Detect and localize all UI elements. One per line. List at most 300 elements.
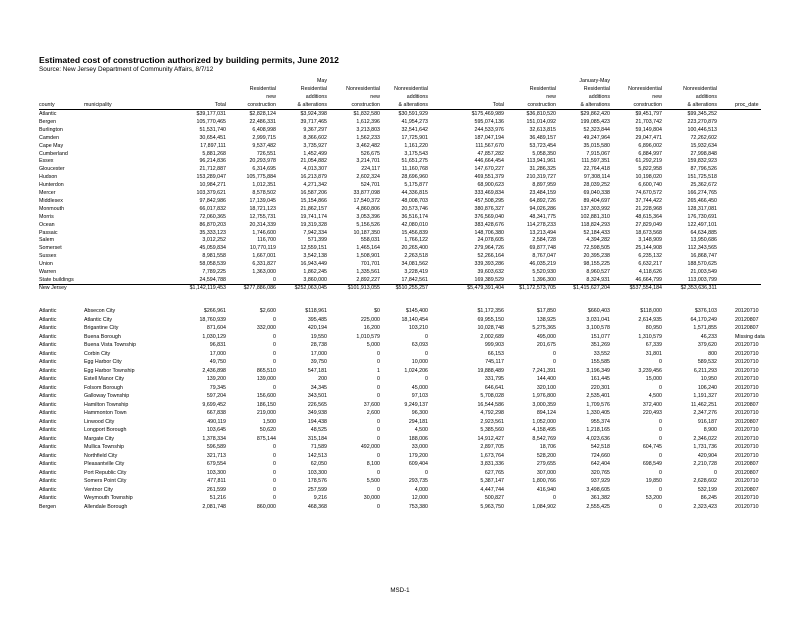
county-row-county: Passaic [39,229,58,236]
municipality-row-ytd-res-alt: 642,404 [590,461,610,468]
county-row-may-nonres-alt: 1,766,122 [404,237,428,244]
municipality-row-ytd-res-new: $17,850 [536,308,556,314]
municipality-row-may-total: 96,831 [209,342,226,349]
municipality-row-ytd-total: 5,387,147 [480,478,504,485]
column-header-ytd-res-alt: additions [588,94,610,100]
document-title: Estimated cost of construction authorized by building permits, June 2012 [39,55,339,65]
municipality-row-proc-date: 20120710 [735,478,759,485]
municipality-row-may-nonres-new: 30,000 [363,495,380,502]
municipality-row-proc-date: 20120807 [735,486,759,493]
county-row-may-res-new: 1,363,000 [252,269,276,275]
municipality-row-may-nonres-new: 0 [377,503,380,510]
municipality-row-ytd-total: 2,897,705 [480,444,504,451]
column-header-may-nonres-new: Nonresidential [346,86,380,92]
municipality-row-ytd-nonres-new: 0 [659,384,662,391]
municipality-row-municipality: Port Republic City [84,469,127,476]
municipality-row-ytd-total: 1,673,764 [480,452,504,459]
municipality-row-proc-date: 20120807 [735,401,759,408]
municipality-row-county: Atlantic [39,316,57,323]
municipality-row-may-res-alt: 194,438 [307,418,327,425]
county-row-ytd-res-alt: 7,915,067 [586,150,610,157]
county-row-ytd-total: 148,706,380 [474,229,504,236]
municipality-row-county: Atlantic [39,478,57,485]
municipality-row-ytd-nonres-new: 0 [659,452,662,459]
county-row-may-res-new: 1,746,600 [252,229,276,236]
municipality-row-may-res-new: 332,000 [256,325,276,332]
county-row-may-nonres-alt: 17,842,561 [401,276,428,283]
municipality-row-proc-date: 20120807 [735,469,759,476]
county-row-may-total: 30,654,451 [199,134,226,141]
municipality-row-may-res-new: 139,000 [256,376,276,383]
county-row-ytd-total: 333,469,834 [474,190,504,196]
county-row-may-nonres-new: 2,892,227 [356,276,380,283]
county-row-may-nonres-new: 1,465,164 [356,245,380,252]
county-row-ytd-nonres-new: 29,047,471 [635,134,662,141]
county-row-ytd-nonres-alt: 100,446,513 [687,126,717,133]
municipality-row-ytd-nonres-new: 67,339 [645,342,662,349]
municipality-row-may-res-alt: 547,181 [307,367,327,374]
county-row-may-total: 3,012,252 [202,237,226,244]
municipality-row-proc-date: 20120710 [735,359,759,366]
municipality-row-ytd-total: 999,903 [484,342,504,349]
municipality-row-ytd-res-alt: 937,929 [590,478,610,485]
column-header-may-nonres-alt: additions [406,94,428,100]
municipality-row-municipality: Absecon City [84,308,116,314]
municipality-row-municipality: Brigantine City [84,325,119,332]
county-row-may-nonres-new: 3,462,482 [356,142,380,149]
county-row-ytd-nonres-new: 10,198,020 [635,174,662,181]
municipality-row-may-res-new: 865,510 [256,367,276,374]
county-row-may-res-alt: 571,399 [307,237,327,244]
county-row-ytd-res-alt: 22,764,418 [583,166,610,173]
county-row-may-total: 96,214,836 [199,158,226,165]
county-row-ytd-total: 68,900,623 [477,182,504,189]
municipality-row-may-res-new: 0 [273,316,276,323]
municipality-row-may-nonres-alt: 0 [425,333,428,340]
municipality-row-ytd-nonres-new: 0 [659,469,662,476]
county-row-ytd-nonres-new: 6,600,740 [638,182,662,189]
municipality-row-may-total: 261,599 [206,486,226,493]
municipality-row-ytd-res-alt: 3,100,578 [586,325,610,332]
county-row-ytd-nonres-alt: 25,362,672 [690,182,717,189]
county-row-may-nonres-alt: $30,591,929 [398,111,428,117]
county-row-may-nonres-alt: 28,696,960 [401,174,428,181]
municipality-row-proc-date: 20120710 [735,427,759,434]
county-row-ytd-res-new: 69,877,748 [529,245,556,252]
municipality-row-proc-date: 20120710 [735,503,759,510]
county-row-may-res-new: 2,999,715 [252,134,276,141]
county-row-may-res-new: 10,770,119 [249,245,276,252]
municipality-row-ytd-total: $1,172,356 [477,308,504,314]
municipality-row-proc-date: 20120710 [735,444,759,451]
municipality-row-ytd-res-new: 201,675 [536,342,556,349]
county-row-ytd-nonres-alt: 72,262,602 [690,134,717,141]
county-row-may-res-new: 6,314,695 [252,166,276,173]
municipality-row-ytd-total: 3,831,336 [480,461,504,468]
column-header-ytd-res-new: Residential [529,86,556,92]
column-header-may-res-alt: Residential [300,86,327,92]
county-row-may-res-alt: 16,943,449 [300,261,327,268]
municipality-row-ytd-nonres-alt: 2,323,423 [693,503,717,510]
county-row-may-res-new: 12,755,731 [249,213,276,220]
municipality-row-ytd-total: 16,544,586 [477,401,504,408]
municipality-row-ytd-total: 10,028,748 [477,325,504,332]
county-row-ytd-total: 446,664,454 [474,158,504,165]
column-header-ytd-nonres-alt: Nonresidential [683,86,717,92]
municipality-row-ytd-total: 331,795 [484,376,504,383]
column-header-ytd-res-alt: Residential [583,86,610,92]
municipality-row-ytd-res-alt: 361,382 [590,495,610,502]
municipality-row-ytd-nonres-new: 2,614,935 [638,316,662,323]
county-row-ytd-res-new: 46,035,219 [529,261,556,268]
municipality-row-may-nonres-new: 225,000 [360,316,380,323]
county-row-ytd-res-new: 113,941,961 [526,158,556,165]
county-row-ytd-nonres-new: $9,451,797 [635,111,662,117]
municipality-row-may-nonres-new: 0 [377,359,380,366]
county-row-may-nonres-alt: 32,541,642 [401,126,428,133]
county-row-ytd-total: 339,393,286 [474,261,504,268]
county-row-may-total: 58,058,539 [199,261,226,268]
county-row-ytd-nonres-alt: $99,345,252 [687,111,717,117]
municipality-row-ytd-nonres-new: 0 [659,435,662,442]
county-row-may-nonres-new: 3,053,396 [356,213,380,220]
column-header-may-nonres-new: construction [351,102,380,108]
municipality-row-ytd-nonres-new: 1,310,579 [638,333,662,340]
county-row-ytd-total: 383,428,676 [474,221,504,228]
municipality-row-municipality: Corbin City [84,350,111,357]
municipality-row-may-total: 667,838 [206,410,226,417]
municipality-row-ytd-total: 745,117 [485,359,504,366]
municipality-row-may-res-new: 0 [273,444,276,451]
county-row-ytd-res-alt: $29,862,420 [580,111,610,117]
municipality-row-may-res-new: 0 [273,486,276,493]
municipality-row-ytd-nonres-new: 31,801 [645,350,662,357]
municipality-row-ytd-nonres-alt: 86,245 [700,495,717,502]
county-row-may-nonres-alt: 41,954,273 [401,118,428,125]
county-row-ytd-nonres-alt: 113,003,799 [687,276,717,283]
county-row-may-res-alt: 7,942,334 [303,229,327,236]
county-row-county: Essex [39,158,54,165]
municipality-row-may-nonres-alt: 188,006 [408,435,428,442]
county-row-county: Monmouth [39,205,65,212]
county-row-may-nonres-new: 10,187,350 [353,229,380,236]
county-row-may-total: 8,981,558 [202,253,226,260]
county-row-may-total: 153,289,047 [196,174,226,181]
municipality-row-ytd-total: 14,912,427 [477,435,504,442]
county-row-ytd-nonres-new: 59,149,804 [635,126,662,133]
county-row-ytd-total: 595,074,136 [474,118,504,125]
county-row-ytd-nonres-new: 21,228,968 [635,205,662,212]
municipality-row-ytd-res-alt: 4,023,636 [586,435,610,442]
county-row-ytd-res-alt: 69,040,338 [583,190,610,196]
municipality-row-ytd-total: 5,963,750 [480,503,504,510]
municipality-row-ytd-res-new: 0 [553,350,556,357]
county-row-ytd-total: 169,389,529 [474,276,504,283]
county-row-may-nonres-alt: 20,573,746 [401,205,428,212]
municipality-row-county: Atlantic [39,435,57,442]
municipality-row-may-res-alt: 142,513 [307,452,327,459]
county-row-may-res-new: 18,721,123 [249,205,276,212]
county-row-county: Atlantic [39,111,57,117]
municipality-row-county: Atlantic [39,486,57,493]
county-row-county: Burlington [39,126,63,133]
municipality-row-may-nonres-new: 0 [377,350,380,357]
municipality-row-municipality: Folsom Borough [84,384,123,391]
municipality-row-ytd-nonres-alt: 532,199 [697,486,717,493]
municipality-row-ytd-nonres-alt: 2,210,728 [693,461,717,468]
county-row-may-res-alt: 1,862,245 [303,269,327,275]
municipality-row-may-total: 490,119 [207,418,226,425]
municipality-row-may-res-new: 860,000 [256,503,276,510]
county-row-ytd-res-new: 48,341,775 [529,213,556,220]
county-row-may-nonres-new: 17,540,372 [353,197,380,204]
county-row-county: Morris [39,213,54,220]
county-row-may-nonres-new: 558,031 [360,237,380,244]
county-row-may-res-alt: 21,862,157 [300,205,327,212]
county-row-may-nonres-alt: $510,255,257 [395,284,428,291]
municipality-row-proc-date: 20120710 [735,376,759,383]
municipality-row-may-nonres-alt: 10,000 [411,359,428,366]
municipality-row-municipality: Buena Borough [84,333,121,340]
county-row-may-res-new: 6,408,998 [252,126,276,133]
county-row-may-total: 35,333,123 [199,229,226,236]
county-row-may-total: 103,379,621 [196,190,226,196]
county-row-may-nonres-alt: 11,160,768 [401,166,428,173]
municipality-row-ytd-nonres-alt: 1,731,736 [693,444,717,451]
county-row-may-nonres-new: 224,117 [361,166,380,173]
municipality-row-proc-date: 20120710 [735,308,759,314]
column-header-may-res-new: new [266,94,276,100]
county-row-ytd-nonres-alt: 16,868,747 [690,253,717,260]
municipality-row-may-total: $266,961 [203,308,226,314]
municipality-row-ytd-res-alt: $660,403 [587,308,610,314]
county-row-may-nonres-new: 33,877,098 [353,190,380,196]
county-row-may-res-alt: 16,587,206 [300,190,327,196]
municipality-row-proc-date: 20120807 [735,325,759,332]
municipality-row-may-total: 2,436,898 [202,367,226,374]
county-row-ytd-nonres-alt: 21,003,549 [690,269,717,275]
county-row-ytd-res-new: 151,014,092 [526,118,556,125]
municipality-row-may-total: 1,030,129 [202,333,226,340]
county-row-may-res-new: 105,775,884 [246,174,276,181]
county-row-may-res-alt: $252,063,045 [294,284,327,291]
municipality-row-county: Atlantic [39,495,57,502]
county-row-ytd-nonres-alt: 166,274,765 [687,190,717,196]
county-row-may-res-new: 22,486,331 [249,118,276,125]
municipality-row-municipality: Atlantic City [84,316,112,323]
column-header-ytd-nonres-new: construction [633,102,662,108]
municipality-row-ytd-res-new: 1,084,902 [532,503,556,510]
municipality-row-may-nonres-new: 0 [377,418,380,425]
county-row-may-res-alt: 12,559,151 [300,245,327,252]
county-row-ytd-res-new: 5,520,930 [532,269,556,275]
column-header-municipality: municipality [84,102,112,108]
county-row-county: Mercer [39,190,56,196]
county-row-ytd-res-alt: 118,824,293 [580,221,610,228]
municipality-row-may-res-alt: 17,000 [310,350,327,357]
municipality-row-ytd-nonres-alt: 10,950 [700,376,717,383]
municipality-row-may-res-new: 0 [273,350,276,357]
municipality-row-ytd-res-alt: 220,301 [590,384,610,391]
county-row-may-res-alt: 15,154,866 [300,197,327,204]
municipality-row-ytd-res-alt: 2,555,425 [586,503,610,510]
column-header-may-res-new: Residential [249,86,276,92]
municipality-row-may-nonres-new: 5,500 [366,478,380,485]
municipality-row-ytd-res-alt: 724,660 [590,452,610,459]
county-row-may-res-new: 1,667,001 [252,253,276,260]
county-row-county: Camden [39,134,60,141]
municipality-row-may-nonres-new: 2,600 [366,410,380,417]
column-header-ytd-nonres-new: Nonresidential [628,86,662,92]
county-row-ytd-res-alt: 8,324,931 [586,276,610,283]
municipality-row-ytd-res-new: 18,706 [539,444,556,451]
county-row-ytd-res-new: 64,892,726 [529,197,556,204]
county-row-ytd-res-alt: 52,323,844 [583,126,610,133]
municipality-row-may-res-alt: 343,501 [307,393,327,400]
municipality-row-ytd-nonres-alt: 46,233 [700,333,717,340]
county-row-ytd-nonres-new: 6,235,132 [638,253,662,260]
municipality-row-ytd-nonres-alt: 1,191,327 [693,393,717,400]
column-header-ytd-res-alt: January-May [579,78,610,84]
municipality-row-ytd-nonres-new: 0 [659,427,662,434]
column-header-may-res-alt: & alterations [297,102,327,108]
county-row-ytd-res-new: 94,026,286 [529,205,556,212]
municipality-row-may-total: 79,345 [209,384,226,391]
column-header-may-nonres-alt: & alterations [398,102,428,108]
county-row-ytd-nonres-alt: 13,950,686 [690,237,717,244]
county-row-ytd-res-alt: 8,960,527 [586,269,610,275]
municipality-row-ytd-nonres-new: 372,400 [642,401,662,408]
municipality-row-may-res-new: 875,144 [256,435,276,442]
county-row-may-res-alt: 9,367,297 [303,126,327,133]
municipality-row-may-nonres-alt: 18,140,454 [401,316,428,323]
municipality-row-ytd-nonres-alt: 1,571,855 [693,325,717,332]
municipality-row-may-nonres-alt: $145,400 [405,308,428,314]
county-row-ytd-total: 111,567,670 [475,142,504,149]
municipality-row-ytd-nonres-new: 0 [659,486,662,493]
column-header-may-nonres-alt: Nonresidential [394,86,428,92]
municipality-row-may-res-new: 0 [273,469,276,476]
county-row-county: Cape May [39,142,64,149]
municipality-row-may-total: 597,204 [206,393,226,400]
county-row-ytd-total: 457,508,295 [474,197,504,204]
municipality-row-county: Atlantic [39,393,57,400]
municipality-row-municipality: Hammonton Town [84,410,127,417]
county-row-ytd-nonres-new: 6,896,002 [638,142,662,149]
municipality-row-may-res-alt: 468,368 [307,503,327,510]
column-header-county: county [39,102,55,108]
county-row-ytd-res-alt: 4,394,282 [586,237,610,244]
municipality-row-ytd-nonres-alt: 420,904 [697,452,717,459]
county-row-may-res-new: 116,700 [257,237,276,244]
county-row-ytd-res-new: 23,484,159 [529,190,556,196]
county-row-ytd-nonres-new: 37,744,422 [635,197,662,204]
county-row-ytd-res-new: $1,172,573,705 [519,284,556,291]
county-row-may-nonres-alt: 42,080,010 [401,221,428,228]
municipality-row-may-nonres-new: 0 [377,393,380,400]
municipality-row-ytd-res-alt: 955,374 [590,418,610,425]
county-row-ytd-nonres-alt: 223,270,879 [687,118,717,125]
county-row-ytd-total: 52,266,164 [477,253,504,260]
county-row-ytd-res-alt: 137,303,992 [580,205,610,212]
column-header-may-res-alt: additions [305,94,327,100]
municipality-row-may-res-new: 156,600 [256,393,276,400]
municipality-row-may-nonres-new: 1,010,579 [356,333,380,340]
municipality-row-ytd-res-alt: 320,765 [590,469,610,476]
county-row-ytd-total: 380,876,327 [474,205,504,212]
county-row-may-res-alt: 4,271,342 [303,182,327,189]
column-header-may-res-alt: May [316,78,327,84]
municipality-row-may-nonres-alt: 9,249,137 [404,401,428,408]
municipality-row-ytd-res-new: 416,940 [536,486,556,493]
county-row-ytd-total: $175,469,989 [471,111,504,117]
municipality-row-ytd-nonres-alt: $376,103 [694,308,717,314]
municipality-row-ytd-res-new: 894,124 [536,410,556,417]
county-row-may-res-alt: 3,542,138 [303,253,327,260]
municipality-row-proc-date: Missing data [735,333,765,340]
county-row-may-res-alt: 8,366,602 [303,134,327,141]
municipality-row-ytd-total: 2,002,689 [480,333,504,340]
county-row-ytd-res-alt: 89,404,697 [583,197,610,204]
county-row-ytd-total: 147,670,227 [474,166,504,173]
municipality-row-municipality: Allendale Borough [84,503,128,510]
county-row-ytd-total: $5,479,391,404 [467,284,504,291]
county-row-ytd-res-alt: 49,247,964 [583,134,610,141]
municipality-row-ytd-total: 2,923,561 [480,418,504,425]
county-row-may-res-new: 6,331,827 [252,261,276,268]
municipality-row-may-nonres-new: 0 [377,384,380,391]
municipality-row-county: Atlantic [39,342,57,349]
county-row-may-res-alt: 19,319,328 [300,221,327,228]
county-row-may-total: $1,142,119,453 [189,284,226,291]
municipality-row-may-res-alt: 9,216 [313,495,327,502]
municipality-row-county: Atlantic [39,367,57,374]
municipality-row-may-res-new: 0 [273,333,276,340]
municipality-row-may-nonres-alt: 45,000 [411,384,428,391]
municipality-row-ytd-nonres-new: $118,000 [640,308,662,314]
column-header-ytd-nonres-alt: additions [695,94,717,100]
county-row-ytd-res-new: 8,767,047 [532,253,556,260]
county-row-ytd-res-alt: $1,415,627,204 [573,284,610,291]
municipality-row-may-res-new: 219,000 [256,410,276,417]
municipality-row-may-res-new: 0 [273,478,276,485]
municipality-row-may-res-new: 0 [273,452,276,459]
municipality-row-ytd-res-new: 528,200 [536,452,556,459]
column-header-ytd-res-new: new [546,94,556,100]
municipality-row-may-nonres-new: 5,000 [366,342,380,349]
municipality-row-municipality: Pleasantville City [84,461,125,468]
municipality-row-may-nonres-new: 0 [377,376,380,383]
county-row-ytd-res-new: $36,810,520 [526,111,556,117]
county-row-ytd-total: 376,569,040 [474,213,504,220]
municipality-row-ytd-res-new: 4,158,495 [532,427,556,434]
county-row-may-res-new: $2,828,124 [249,111,276,117]
municipality-row-proc-date: 20120710 [735,384,759,391]
municipality-row-county: Atlantic [39,401,57,408]
municipality-row-may-nonres-alt: 609,404 [408,461,428,468]
county-row-ytd-nonres-new: 21,703,742 [635,118,662,125]
county-row-may-nonres-alt: 48,008,703 [401,197,428,204]
county-row-ytd-nonres-alt: 176,730,691 [687,213,717,220]
county-row-ytd-res-alt: 20,395,238 [583,253,610,260]
municipality-row-ytd-res-new: 144,400 [536,376,556,383]
municipality-row-ytd-res-new: 1,800,766 [532,478,556,485]
county-row-ytd-total: 24,078,605 [477,237,504,244]
county-row-ytd-nonres-new: $537,554,184 [629,284,662,291]
municipality-row-ytd-nonres-new: 80,950 [645,325,662,332]
county-row-ytd-res-new: 32,613,815 [529,126,556,133]
municipality-row-may-nonres-new: 0 [377,469,380,476]
